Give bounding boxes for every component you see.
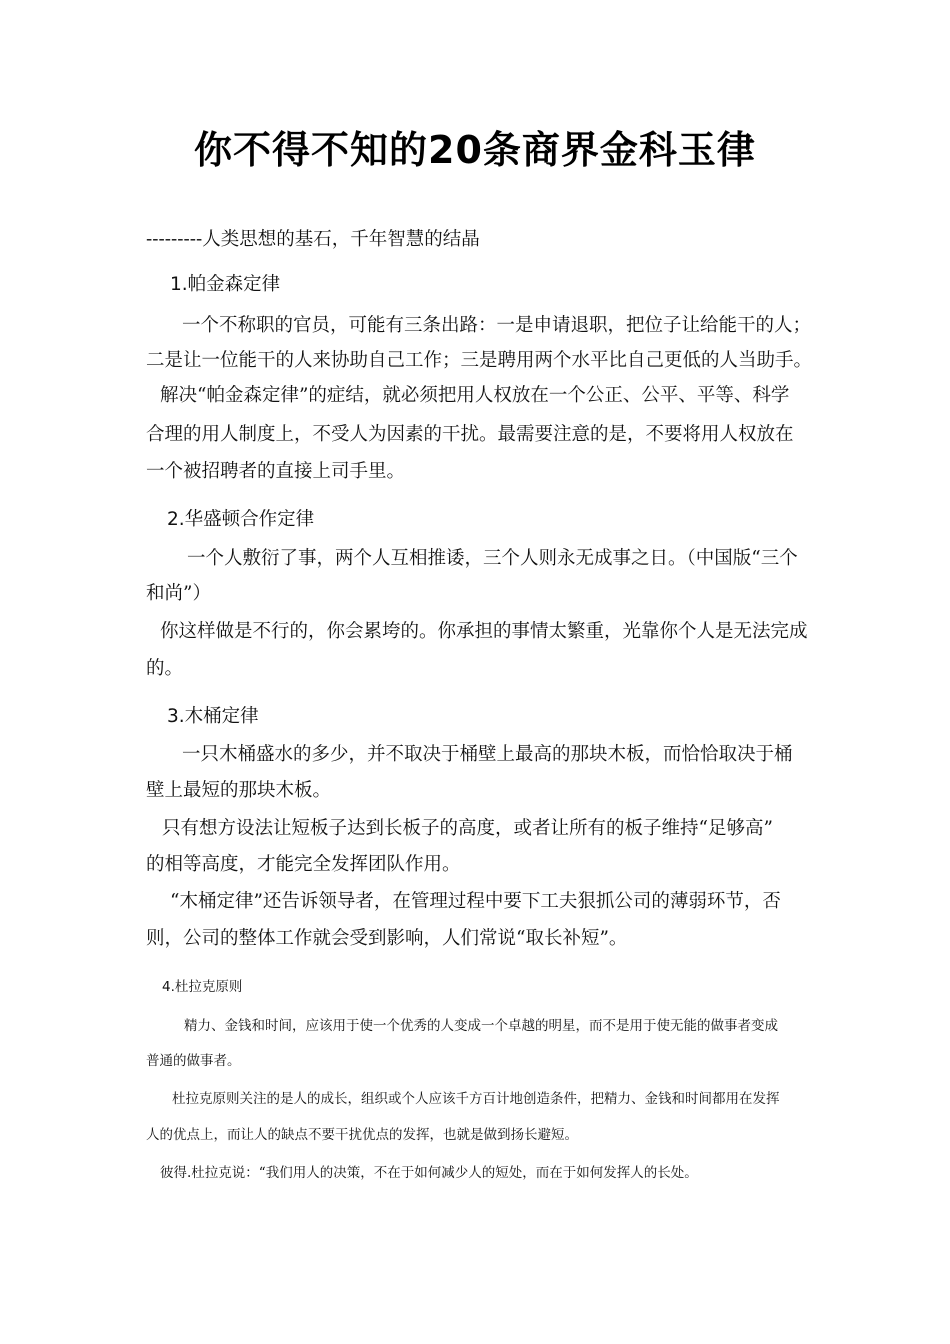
section-3-line-5: “木桶定律”还告诉领导者，在管理过程中要下工夫狠抓公司的薄弱环节，否 <box>170 891 781 912</box>
section-2-line-2: 和尚”） <box>146 583 211 604</box>
section-1-line-3: 解决“帕金森定律”的症结，就必须把用人权放在一个公正、公平、平等、科学 <box>160 385 790 406</box>
section-3-line-6: 则，公司的整体工作就会受到影响，人们常说“取长补短”。 <box>146 928 628 949</box>
section-4-heading: 4.杜拉克原则 <box>162 979 243 995</box>
section-2-line-3: 你这样做是不行的，你会累垮的。你承担的事情太繁重，光靠你个人是无法完成 <box>160 621 808 642</box>
section-3-line-1: 一只木桶盛水的多少，并不取决于桶壁上最高的那块木板，而恰恰取决于桶 <box>182 744 793 765</box>
section-4-line-4: 人的优点上，而让人的缺点不要干扰优点的发挥，也就是做到扬长避短。 <box>146 1127 578 1143</box>
section-1-line-5: 一个被招聘者的直接上司手里。 <box>146 461 406 482</box>
section-2-line-4: 的。 <box>146 658 184 679</box>
section-2-heading: 2.华盛顿合作定律 <box>167 509 315 530</box>
section-3-line-4: 的相等高度，才能完全发挥团队作用。 <box>146 854 461 875</box>
section-4-line-2: 普通的做事者。 <box>146 1053 241 1069</box>
section-3-heading: 3.木桶定律 <box>167 706 259 727</box>
section-1-line-1: 一个不称职的官员，可能有三条出路：一是申请退职，把位子让给能干的人； <box>182 315 812 336</box>
section-3-line-3: 只有想方设法让短板子达到长板子的高度，或者让所有的板子维持“足够高” <box>162 818 773 839</box>
document-title: 你不得不知的20条商界金科玉律 <box>194 128 756 172</box>
section-4-line-1: 精力、金钱和时间，应该用于使一个优秀的人变成一个卓越的明星，而不是用于使无能的做事者变成 <box>184 1018 778 1034</box>
section-2-line-1: 一个人敷衍了事，两个人互相推诿，三个人则永无成事之日。（中国版“三个 <box>187 548 798 569</box>
section-1-line-4: 合理的用人制度上，不受人为因素的干扰。最需要注意的是，不要将用人权放在 <box>146 424 794 445</box>
section-1-heading: 1.帕金森定律 <box>170 274 281 295</box>
section-1-line-2: 二是让一位能干的人来协助自己工作；三是聘用两个水平比自己更低的人当助手。 <box>146 350 813 371</box>
section-3-line-2: 壁上最短的那块木板。 <box>146 780 332 801</box>
document-subtitle: ---------人类思想的基石，千年智慧的结晶 <box>146 229 480 250</box>
section-4-line-5: 彼得.杜拉克说：“我们用人的决策，不在于如何减少人的短处，而在于如何发挥人的长处。 <box>160 1165 698 1181</box>
section-4-line-3: 杜拉克原则关注的是人的成长，组织或个人应该千方百计地创造条件，把精力、金钱和时间都用在发挥 <box>172 1091 780 1107</box>
